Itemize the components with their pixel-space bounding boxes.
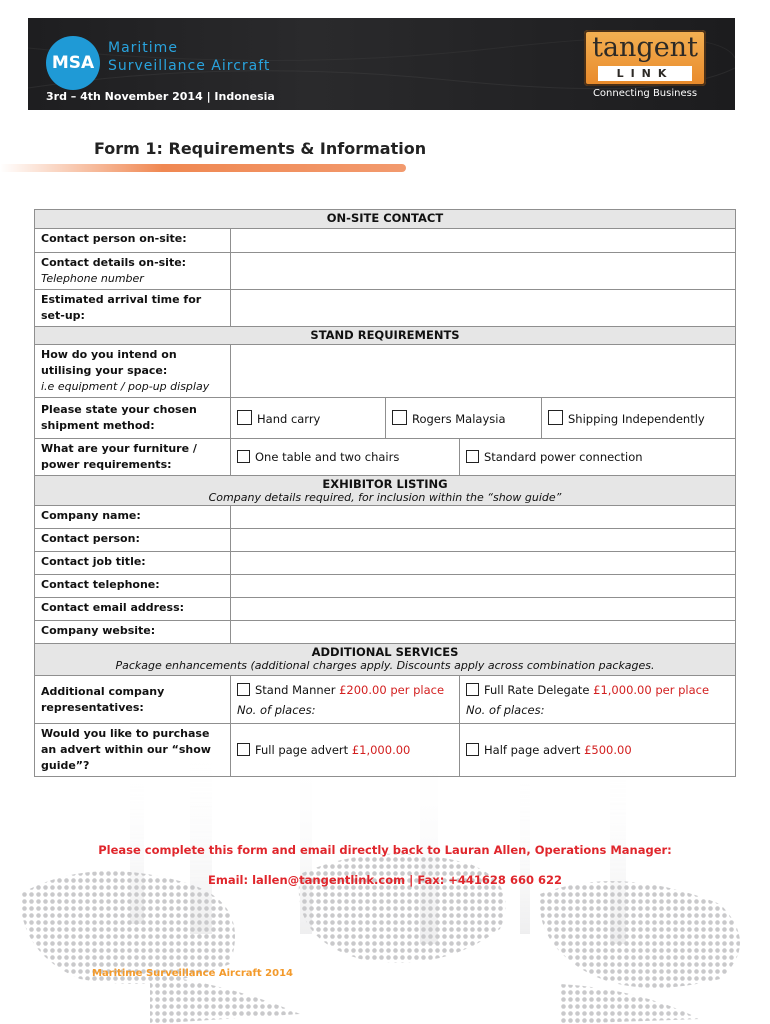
option-table-chairs[interactable] (231, 439, 460, 476)
company-website-field[interactable] (231, 621, 736, 644)
event-date: 3rd – 4th November 2014 | Indonesia (46, 90, 275, 103)
telephone-hint: Telephone number (41, 272, 144, 285)
option-label: Full page advert (255, 743, 352, 757)
advert-label: Would you like to purchase an advert within our “show guide”? (35, 724, 231, 777)
header-banner (28, 18, 735, 110)
contact-person-label: Contact person on-site: (35, 229, 231, 253)
arrival-time-label: Estimated arrival time for set-up: (35, 290, 231, 327)
event-name-line1: Maritime (108, 40, 178, 56)
space-usage-hint: i.e equipment / pop-up display (41, 380, 210, 393)
option-label: Standard power connection (484, 450, 643, 464)
representatives-label: Additional company representatives: (35, 676, 231, 724)
checkbox[interactable] (466, 683, 479, 696)
section-heading-services (35, 644, 736, 676)
contact-email-label: Contact email address: (35, 598, 231, 621)
contact-details-field[interactable] (231, 253, 736, 290)
space-usage-field[interactable] (231, 345, 736, 398)
checkbox[interactable] (392, 410, 407, 425)
requirements-form (34, 209, 736, 777)
submission-instructions: Please complete this form and email directly back to Lauran Allen, Operations Manager: (98, 843, 672, 857)
contact-details-text: Contact details on-site: (41, 256, 187, 269)
section-heading-onsite: ON-SITE CONTACT (35, 210, 736, 229)
company-website-label: Company website: (35, 621, 231, 644)
option-label: Full Rate Delegate (484, 682, 594, 697)
company-name-field[interactable] (231, 506, 736, 529)
option-half-page-advert[interactable] (460, 724, 736, 777)
contact-email-fax[interactable]: Email: lallen@tangentlink.com | Fax: +441628 660 622 (208, 873, 562, 887)
option-rogers-malaysia[interactable] (386, 398, 542, 439)
services-subheading: Package enhancements (additional charges apply. Discounts apply across combination packages. (115, 659, 655, 672)
option-label: Half page advert (484, 743, 585, 757)
tangent-link-logo (584, 30, 706, 86)
exhibitor-heading-text: EXHIBITOR LISTING (322, 477, 448, 491)
footer-text: Maritime Surveillance Aircraft 2014 (92, 968, 293, 979)
link-logo-word: LINK (598, 66, 692, 81)
checkbox[interactable] (548, 410, 563, 425)
price: £1,000.00 per place (593, 682, 710, 697)
checkbox[interactable] (466, 743, 479, 756)
contact-telephone-label: Contact telephone: (35, 575, 231, 598)
option-label: Rogers Malaysia (412, 412, 506, 426)
option-label: Shipping Independently (568, 412, 705, 426)
contact-details-label (35, 253, 231, 290)
option-label: Hand carry (257, 412, 321, 426)
services-heading-text: ADDITIONAL SERVICES (311, 645, 459, 659)
checkbox[interactable] (466, 450, 479, 463)
arrival-time-field[interactable] (231, 290, 736, 327)
places-label: No. of places: (237, 702, 316, 717)
contact-person-field[interactable] (231, 229, 736, 253)
exhibitor-subheading: Company details required, for inclusion within the “show guide” (208, 491, 562, 504)
contact-email-field[interactable] (231, 598, 736, 621)
title-underline (0, 164, 406, 172)
checkbox[interactable] (237, 410, 252, 425)
option-label: Stand Manner (255, 682, 340, 697)
option-shipping-independently[interactable] (542, 398, 736, 439)
job-title-field[interactable] (231, 552, 736, 575)
price: £200.00 per place (339, 682, 445, 697)
contact-telephone-field[interactable] (231, 575, 736, 598)
event-name-line2: Surveillance Aircraft (108, 58, 271, 74)
checkbox[interactable] (237, 683, 250, 696)
checkbox[interactable] (237, 743, 250, 756)
space-usage-text: How do you intend on utilising your space: (41, 348, 177, 377)
shipment-method-label: Please state your chosen shipment method: (35, 398, 231, 439)
checkbox[interactable] (237, 450, 250, 463)
option-full-page-advert[interactable] (231, 724, 460, 777)
option-label: One table and two chairs (255, 450, 400, 464)
space-usage-label (35, 345, 231, 398)
option-stand-manner[interactable] (231, 676, 460, 724)
option-full-rate-delegate[interactable] (460, 676, 736, 724)
company-name-label: Company name: (35, 506, 231, 529)
section-heading-stand: STAND REQUIREMENTS (35, 327, 736, 345)
job-title-label: Contact job title: (35, 552, 231, 575)
option-power-connection[interactable] (460, 439, 736, 476)
price: £500.00 (584, 743, 632, 757)
tangent-logo-word: tangent (592, 32, 698, 63)
section-heading-exhibitor (35, 476, 736, 506)
page-title: Form 1: Requirements & Information (94, 139, 427, 158)
places-label: No. of places: (466, 702, 545, 717)
price: £1,000.00 (351, 743, 411, 757)
partner-tagline: Connecting Business (592, 88, 698, 99)
exhibitor-contact-person-field[interactable] (231, 529, 736, 552)
option-hand-carry[interactable] (231, 398, 386, 439)
furniture-power-label: What are your furniture / power requirements: (35, 439, 231, 476)
msa-logo: MSA (46, 36, 100, 90)
exhibitor-contact-person-label: Contact person: (35, 529, 231, 552)
